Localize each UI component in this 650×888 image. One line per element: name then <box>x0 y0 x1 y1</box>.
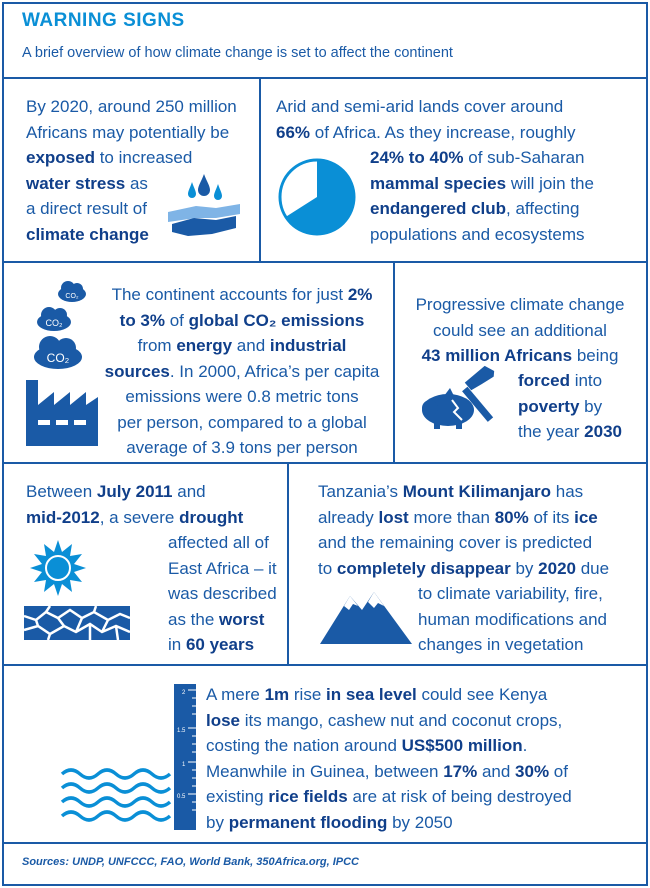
arid-line: , affecting <box>506 199 580 218</box>
kili-line: to <box>318 558 337 578</box>
co2-line: per person, compared to a global <box>117 412 367 432</box>
poverty-line: being <box>572 346 619 365</box>
poverty-bold: forced <box>518 371 570 390</box>
kili-line: to climate variability, fire, <box>418 584 603 603</box>
poverty-line: Progressive climate change <box>415 295 625 314</box>
panel-poverty-text-2 <box>518 368 622 445</box>
arid-bold: 24% to 40% <box>370 148 464 167</box>
sea-line: are at risk of being destroyed <box>347 787 572 806</box>
co2-line: emissions were 0.8 metric tons <box>125 387 359 406</box>
sea-bold: 30% <box>515 761 550 781</box>
kili-bold: 2020 <box>538 558 576 578</box>
cracked-earth-icon <box>24 606 130 640</box>
water-line: By 2020, around 250 million <box>26 97 237 116</box>
water-hands-icon <box>166 172 242 242</box>
co2-bold: industrial <box>269 336 347 355</box>
sea-line: costing the nation around <box>206 736 402 755</box>
water-bold: water stress <box>26 173 126 193</box>
drought-line: affected all of <box>168 533 269 552</box>
panel-arid-text-2 <box>370 145 594 247</box>
divider-col1 <box>259 77 261 261</box>
drought-bold: worst <box>219 609 265 629</box>
sea-bold: rice fields <box>268 787 348 806</box>
water-line: a direct result of <box>26 199 147 218</box>
sea-level-ruler-icon <box>58 684 198 832</box>
co2-cloud-label: CO₂ <box>45 318 63 328</box>
arid-bold: mammal species <box>370 173 507 193</box>
divider-row3 <box>2 664 648 666</box>
panel-co2-text <box>102 282 382 461</box>
divider-footer <box>2 842 648 844</box>
co2-line: from <box>137 336 177 355</box>
divider-row1 <box>2 261 648 263</box>
drought-bold: July 2011 <box>96 482 173 501</box>
water-bold: exposed <box>26 148 95 167</box>
co2-line: of <box>165 310 189 330</box>
sea-bold: permanent flooding <box>228 812 388 832</box>
water-bold: climate change <box>26 224 149 244</box>
sea-line: existing <box>206 787 269 806</box>
drought-bold: 60 years <box>185 635 255 654</box>
kili-bold: completely disappear <box>336 558 511 578</box>
arid-line: Arid and semi-arid lands cover around <box>276 97 564 116</box>
sea-bold: 1m <box>264 685 290 704</box>
co2-bold: to 3% <box>119 310 165 330</box>
panel-drought-text-2 <box>168 530 277 658</box>
kili-line: has <box>551 482 584 501</box>
arid-line: of Africa. As they increase, roughly <box>310 122 576 142</box>
water-line: as <box>125 173 148 193</box>
sea-line: by <box>206 812 229 832</box>
panel-drought-text <box>26 479 243 530</box>
co2-bold: 2% <box>347 285 373 304</box>
kili-line: of its <box>528 507 575 527</box>
poverty-line: the year <box>518 422 585 441</box>
drought-line: in <box>168 635 186 654</box>
ruler-label: 1.5 <box>177 728 186 734</box>
water-line: to increased <box>94 148 193 167</box>
sea-line: . <box>522 736 528 755</box>
divider-col2 <box>393 261 395 462</box>
sun-icon <box>30 540 86 596</box>
co2-cloud-label: CO₂ <box>46 351 70 365</box>
arid-line: populations and ecosystems <box>370 224 585 244</box>
co2-line: The continent accounts for just <box>111 285 348 304</box>
drought-bold: mid-2012 <box>26 507 100 527</box>
co2-line: and <box>232 336 270 355</box>
drought-bold: drought <box>179 507 244 527</box>
drought-line: , a severe <box>99 507 180 527</box>
drought-line: and <box>172 482 206 501</box>
ruler-label: 0.5 <box>177 794 186 800</box>
poverty-bold: 43 million Africans <box>421 346 573 365</box>
sea-bold: lose <box>206 710 241 730</box>
kili-line: human modifications and <box>418 609 608 629</box>
sea-line: A mere <box>206 685 265 704</box>
sources-footer: Sources: UNDP, UNFCCC, FAO, World Bank, 350Africa.org, IPCC <box>22 856 359 868</box>
poverty-bold: 2030 <box>584 422 622 441</box>
arid-line: of sub-Saharan <box>463 148 585 167</box>
mountain-icon <box>320 588 412 644</box>
sea-line: rise <box>289 685 327 704</box>
arid-line: will join the <box>506 173 594 193</box>
divider-row2 <box>2 462 648 464</box>
poverty-bold: poverty <box>518 396 580 416</box>
poverty-line: could see an additional <box>433 320 607 340</box>
panel-kili-text-2 <box>418 581 607 658</box>
kili-line: by <box>510 558 539 578</box>
co2-bold: sources <box>104 361 170 381</box>
kili-bold: 80% <box>494 507 529 527</box>
co2-bold: global CO₂ emissions <box>188 310 365 330</box>
pie-66-percent-icon <box>277 157 357 237</box>
page-subtitle: A brief overview of how climate change is set to affect the continent <box>22 45 453 61</box>
panel-poverty-text <box>400 292 640 369</box>
sea-line: and <box>477 761 516 781</box>
panel-kili-text <box>318 479 609 581</box>
co2-bold: energy <box>176 336 233 355</box>
drought-line: as the <box>168 609 220 629</box>
piggy-bank-hammer-icon <box>416 370 512 430</box>
kili-bold: Mount Kilimanjaro <box>402 482 552 501</box>
kili-line: more than <box>408 507 495 527</box>
sea-line: Meanwhile in Guinea, between <box>206 761 444 781</box>
kili-line: Tanzania’s <box>318 482 403 501</box>
ruler-label: 2 <box>182 690 186 696</box>
drought-line: East Africa – it <box>168 558 277 578</box>
divider-col3 <box>287 462 289 664</box>
poverty-line: into <box>569 371 603 390</box>
sea-bold: US$500 million <box>401 736 523 755</box>
divider-header <box>2 77 648 79</box>
drought-line: was described <box>168 584 277 603</box>
water-line: Africans may potentially be <box>26 122 230 142</box>
sea-line: its mango, cashew nut and coconut crops, <box>240 710 563 730</box>
kili-bold: lost <box>378 507 409 527</box>
panel-sea-text <box>206 682 572 835</box>
sea-line: of <box>549 761 568 781</box>
co2-cloud-label: CO₂ <box>65 293 79 300</box>
arid-bold: 66% <box>276 122 311 142</box>
co2-line: average of 3.9 tons per person <box>126 438 358 457</box>
arid-bold: endangered club <box>370 199 507 218</box>
co2-clouds-factory-icon <box>24 280 100 450</box>
drought-line: Between <box>26 482 97 501</box>
sea-bold: 17% <box>443 761 478 781</box>
sea-line: could see Kenya <box>416 685 548 704</box>
poverty-line: by <box>579 396 603 416</box>
kili-line: changes in vegetation <box>418 635 584 654</box>
sea-line: by 2050 <box>387 812 453 832</box>
kili-line: and the remaining cover is predicted <box>318 533 593 552</box>
ruler-label: 1 <box>182 762 186 768</box>
kili-line: due <box>575 558 610 578</box>
kili-line: already <box>318 507 379 527</box>
kili-bold: ice <box>574 507 598 527</box>
panel-arid-text <box>276 94 576 145</box>
page-title: WARNING SIGNS <box>22 10 185 31</box>
sea-bold: in sea level <box>326 685 417 704</box>
co2-line: . In 2000, Africa’s per capita <box>169 361 380 381</box>
